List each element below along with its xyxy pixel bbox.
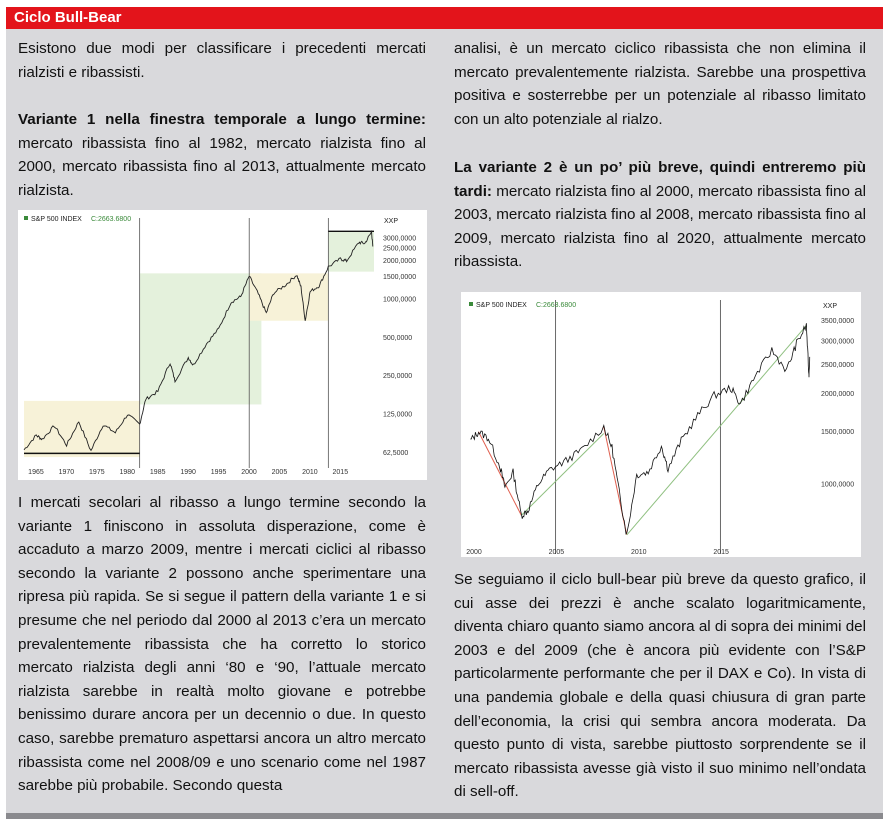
x-tick-label: 1965: [28, 469, 44, 476]
price-series-line: [470, 323, 809, 534]
x-tick-label: 1995: [210, 469, 227, 476]
y-tick-label: 2500,0000: [383, 245, 417, 253]
y-tick-label: 3000,0000: [821, 338, 855, 346]
legend-label: S&P 500 INDEX: [31, 216, 82, 223]
y-tick-label: 2000,0000: [383, 257, 417, 265]
ticker-label: XXP: [384, 218, 399, 225]
x-tick-label: 1975: [89, 469, 105, 476]
y-tick-label: 1500,0000: [383, 273, 417, 281]
x-tick-label: 2005: [271, 469, 288, 476]
x-tick-label: 1970: [58, 469, 75, 476]
bottom-bar: [6, 813, 883, 819]
legend-marker: [24, 216, 28, 220]
x-tick-label: 1985: [149, 469, 166, 476]
chart-variant-1-svg: [18, 210, 427, 480]
x-tick-label: 1980: [119, 469, 136, 476]
y-tick-label: 250,0000: [383, 373, 413, 381]
intro-paragraph: Esistono due modi per classificare i precedenti mercati rialzisti e ribassisti.: [18, 40, 426, 81]
variant-2-paragraph: [454, 156, 866, 274]
y-tick-label: 3000,0000: [383, 235, 417, 243]
bull-trend-2009-2020: [627, 325, 807, 535]
bull-zone-2013-2020: [328, 231, 374, 272]
y-tick-label: 2000,0000: [821, 391, 855, 399]
variant-2-heading: La variante 2 è un po’ più breve, quindi entreremo più tardi:: [454, 159, 866, 200]
y-tick-label: 1000,0000: [383, 296, 417, 304]
variant-1-text: mercato ribassista fino al 1982, mercato rialzista fino al 2000, mercato ribassista fino al 2013, attualmente mercato rialzista.: [18, 134, 426, 199]
chart-variant-2: [461, 292, 861, 557]
variant-1-heading: Variante 1 nella finestra temporale a lungo termine:: [18, 111, 426, 128]
legend-label: S&P 500 INDEX: [476, 302, 527, 309]
y-tick-label: 125,0000: [383, 411, 413, 419]
chart-variant-2-svg: [461, 292, 861, 557]
y-tick-label: 1500,0000: [821, 428, 855, 436]
legend-value: C:2663.6800: [91, 216, 132, 223]
article-page: [6, 7, 883, 819]
variant-2-text: mercato rialzista fino al 2000, mercato ribassista fino al 2003, mercato rialzista fino al 2008, mercato ribassista fino al 2009, mercato rialzista fino al 2020, attualmente mercato ribassista.: [454, 182, 866, 271]
bull-trend-2003-2007: [521, 434, 603, 516]
right-bottom-paragraph: Se seguiamo il ciclo bull-bear più breve da questo grafico, il cui asse dei prezzi è anche scalato logaritmicamente, diventa chiaro quanto siamo ancora al di sopra dei minimi del 2003 e del 2009 (che è ancora più evidente con l’S&P particolarmente performante che per il DAX e Co). In vista di una pandemia globale e della quasi chiusura di gran parte dell’economia, la crisi qui sembra ancora moderata. Da questo punto di vista, sarebbe piuttosto sorprendente se il mercato ribassista avesse già visto il suo minimo nell’ondata di sell-off.: [454, 571, 866, 801]
bear-trend-2000-2003: [479, 432, 522, 516]
x-tick-label: 2000: [466, 549, 482, 556]
x-tick-label: 2000: [241, 469, 257, 476]
bear-zone-2000-2013: [249, 273, 328, 320]
x-tick-label: 1990: [180, 469, 196, 476]
x-tick-label: 2005: [548, 549, 565, 556]
x-tick-label: 2010: [631, 549, 647, 556]
y-tick-label: 2500,0000: [821, 362, 855, 370]
y-tick-label: 3500,0000: [821, 318, 855, 326]
x-tick-label: 2010: [302, 469, 318, 476]
legend-marker: [469, 302, 473, 306]
y-tick-label: 500,0000: [383, 334, 413, 342]
left-bottom-paragraph: I mercati secolari al ribasso a lungo termine secondo la variante 1 finiscono in assoluta disperazione, come è accaduto a marzo 2009, mentre i mercati ciclici al ribasso secondo la variante 2 possono anche sperimentare una ripresa più rapida. Se si segue il pattern della variante 1 e si presume che nel periodo dal 2000 al 2013 c’era un mercato prevalentemente ribassista che ha corretto lo storico mercato rialzista degli anni ‘80 e ‘90, l’attuale mercato rialzista sarebbe in realtà molto giovane e potrebbe benissimo durare ancora per un decennio o due. In questo caso, sarebbe prematuro aspettarsi ancora un altro mercato ribassista come nel 2008/09 e uno scenario come nel 1987 sarebbe più probabile. Secondo questa: [18, 494, 426, 795]
y-tick-label: 1000,0000: [821, 481, 855, 489]
y-tick-label: 62,5000: [383, 449, 409, 457]
right-top-paragraph: analisi, è un mercato ciclico ribassista che non elimina il mercato prevalentemente rialzista. Sarebbe una prospettiva positiva e sosterrebbe per un potenziale al ribasso limitato con un alto potenziale al rialzo.: [454, 40, 866, 128]
variant-1-paragraph: [18, 108, 426, 202]
x-tick-label: 2015: [713, 549, 729, 556]
x-tick-label: 2015: [332, 469, 349, 476]
chart-variant-1: [18, 210, 427, 480]
ticker-label: XXP: [823, 303, 838, 310]
legend-value: C:2663.6800: [536, 302, 577, 309]
section-header: Ciclo Bull-Bear: [6, 7, 883, 29]
